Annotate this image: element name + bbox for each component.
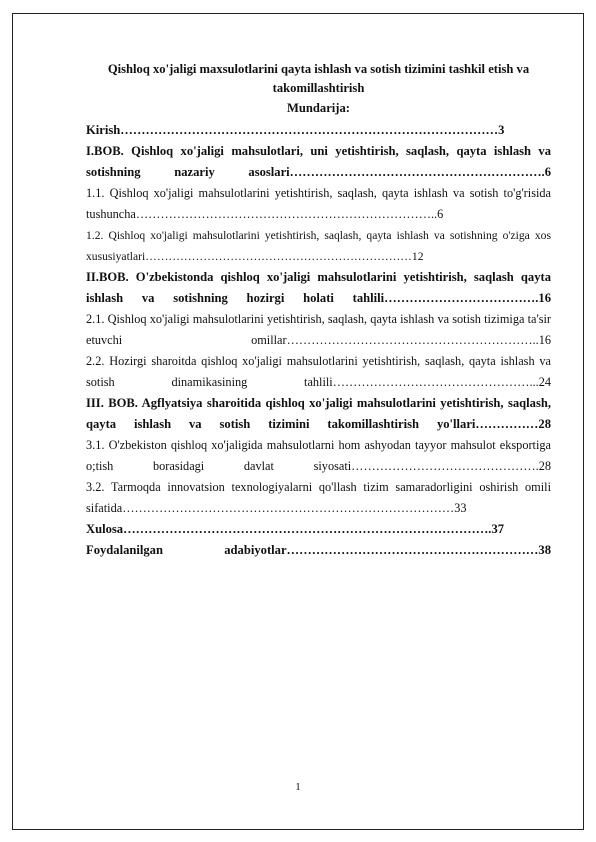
page-number: 1 bbox=[295, 781, 301, 793]
toc-entry-2-1: 2.1. Qishloq xo'jaligi mahsulotlarini yetishtirish, saqlash, qayta ishlash va sotish tizimiga ta'sir etuvchi omillar……………………………………………………..16 bbox=[86, 312, 551, 347]
toc-heading: Mundarija: bbox=[287, 101, 350, 115]
toc-entry-2-2: 2.2. Hozirgi sharoitda qishloq xo'jaligi mahsulotlarini yetishtirish, saqlash, qayta ishlash va sotish dinamikasining tahlili…………………………………………...24 bbox=[86, 354, 551, 389]
table-of-contents bbox=[86, 120, 551, 561]
toc-entry-3-2: 3.2. Tarmoqda innovatsion texnologiyalarni qo'llash tizim samaradorligini oshirish omili sifatida………………………………………………………………………33 bbox=[86, 480, 551, 515]
toc-entry-references: Foydalanilgan adabiyotlar……………………………………………………38 bbox=[86, 543, 551, 557]
toc-entry-kirish: Kirish………………………………………………………………………………3 bbox=[86, 123, 505, 137]
document-title: Qishloq xo'jaligi maxsulotlarini qayta ishlash va sotish tizimini tashkil etish va takomillashtirish bbox=[107, 62, 530, 95]
toc-entry-chapter-2: II.BOB. O'zbekistonda qishloq xo'jaligi mahsulotlarini yetishtirish, saqlash qayta ishlash va sotishning hozirgi holati tahlili……………………………….16 bbox=[86, 270, 551, 305]
toc-entry-3-1: 3.1. O'zbekiston qishloq xo'jaligida mahsulotlarni hom ashyodan tayyor mahsulot eksportiga o;tish borasidagi davlat siyosati……………………………………….28 bbox=[86, 438, 551, 473]
toc-entry-1-1: 1.1. Qishloq xo'jaligi mahsulotlarini yetishtirish, saqlash, qayta ishlash va sotish to'g'risida tushuncha………………………………………………………………..6 bbox=[86, 186, 551, 221]
toc-entry-1-2: 1.2. Qishloq xo'jaligi mahsulotlarini yetishtirish, saqlash, qayta ishlash va sotishning o'ziga xos xususiyatlari……………………………………………………………12 bbox=[86, 229, 551, 263]
toc-entry-xulosa: Xulosa…………………………………………………………………………….37 bbox=[86, 522, 505, 536]
toc-entry-chapter-1: I.BOB. Qishloq xo'jaligi mahsulotlari, uni yetishtirish, saqlash, qayta ishlash va sotishning nazariy asoslari…………………………………………………….6 bbox=[86, 144, 551, 179]
toc-entry-chapter-3: III. BOB. Agflyatsiya sharoitida qishloq xo'jaligi mahsulotlarini yetishtirish, saqlash, qayta ishlash va sotish tizimini takomillashtirish yo'llari……………28 bbox=[86, 396, 551, 431]
document-content bbox=[86, 60, 551, 561]
